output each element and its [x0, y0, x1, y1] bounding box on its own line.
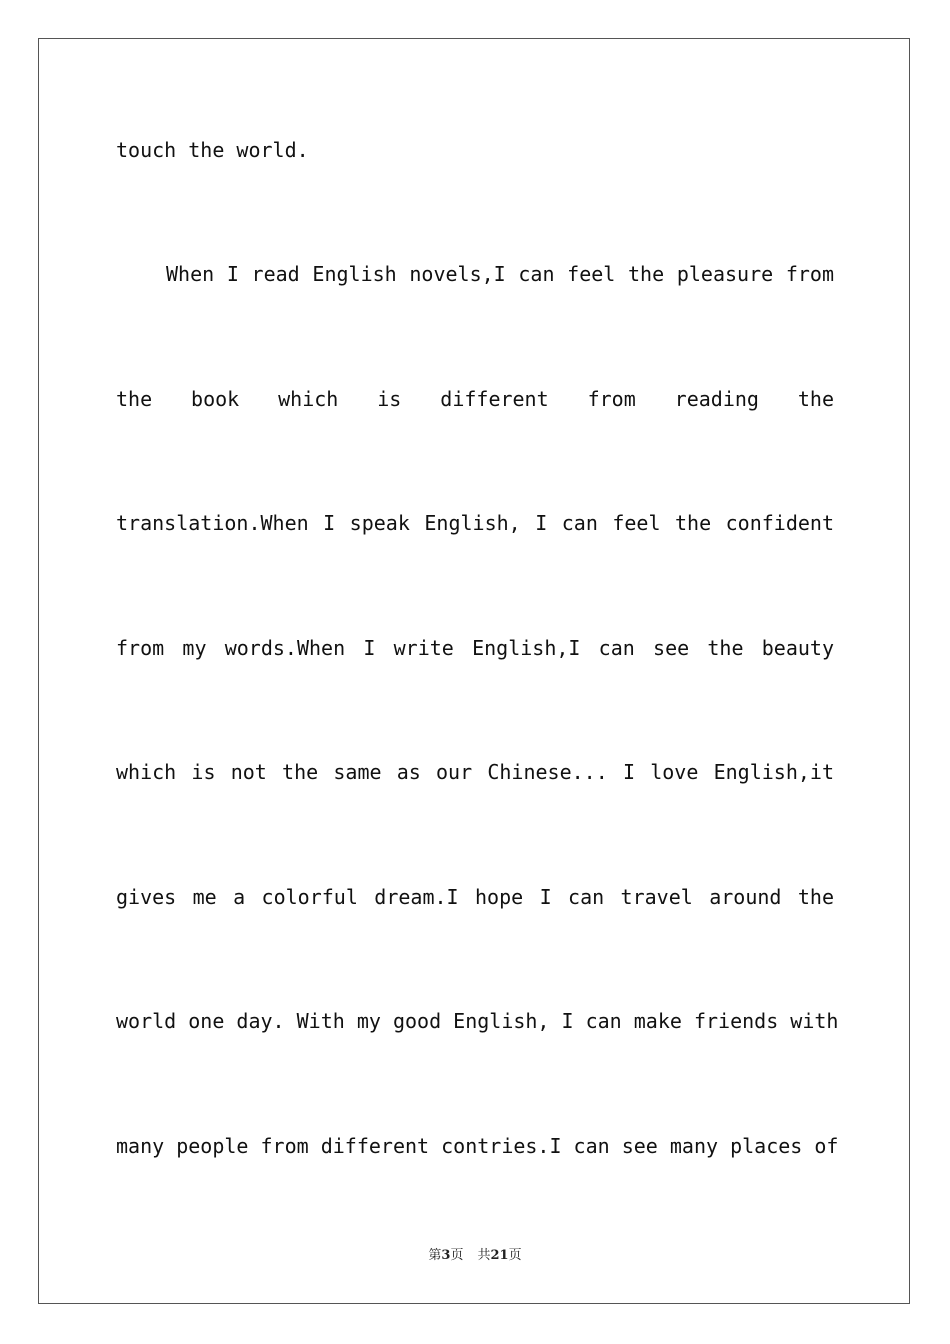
- text-line-1: touch the world.: [116, 138, 309, 162]
- text-line-9: many people from different contries.I can see many places of: [116, 1134, 839, 1158]
- text-line-2: When I read English novels,I can feel the pleasure from: [166, 262, 834, 286]
- page-suffix: 页: [450, 1248, 464, 1263]
- text-line-6: which is not the same as our Chinese... I love English,it: [116, 760, 834, 784]
- text-line-3: the book which is different from reading the: [116, 387, 834, 411]
- text-line-5: from my words.When I write English,I can see the beauty: [116, 636, 834, 660]
- text-line-7: gives me a colorful dream.I hope I can travel around the: [116, 885, 834, 909]
- total-suffix: 页: [508, 1248, 522, 1263]
- text-line-8: world one day. With my good English, I can make friends with: [116, 1009, 839, 1033]
- page-frame: [38, 38, 910, 1304]
- current-page-number: 3: [441, 1248, 451, 1263]
- total-page-number: 21: [490, 1248, 509, 1263]
- page-footer: [0, 1246, 950, 1266]
- text-line-4: translation.When I speak English, I can feel the confident: [116, 511, 834, 535]
- total-prefix: 共: [477, 1248, 491, 1263]
- page-prefix: 第: [428, 1248, 442, 1263]
